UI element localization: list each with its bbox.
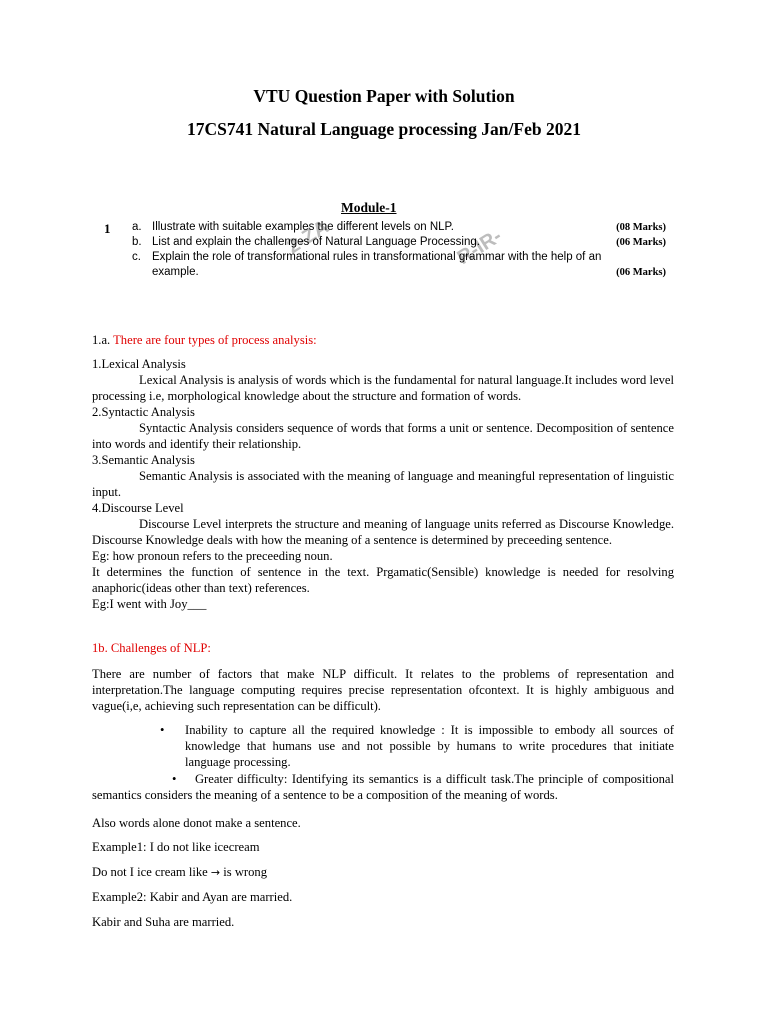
section-paragraph: It determines the function of sentence in the text. Prgamatic(Sensible) knowledge is needed for resolving anaphoric(ideas other than text) references. — [92, 565, 674, 595]
bullet-text: Inability to capture all the required knowledge : It is impossible to embody all sources of knowledge that humans use and not possible by humans to write procedures that initiate language processing. — [185, 723, 674, 769]
section-heading: 2.Syntactic Analysis — [92, 405, 195, 419]
question-marks: (06 Marks) — [616, 267, 666, 278]
document-title: VTU Question Paper with Solution — [253, 86, 515, 106]
section-heading: 3.Semantic Analysis — [92, 453, 195, 467]
answer-1b-intro: There are number of factors that make NLP difficult. It relates to the problems of representation and interpretation.The language computing requires precise representation ofcontext. It is highly ambiguous and vague(i,e, achieving such representation can be difficult). — [92, 667, 674, 713]
answer-1a-heading — [92, 332, 674, 348]
watermark-mark: R-IR- — [453, 225, 506, 270]
question-letter: c. — [132, 251, 141, 263]
question-scan — [96, 196, 672, 296]
section-paragraph: Syntactic Analysis considers sequence of words that forms a unit or sentence. Decomposition of sentence into words and identify their relationship. — [92, 421, 674, 451]
text-line: Example2: Kabir and Ayan are married. — [92, 890, 293, 904]
question-text: Explain the role of transformational rules in transformational grammar with the help of an — [152, 251, 602, 263]
text-line — [92, 864, 674, 881]
bullet-icon: • — [172, 772, 177, 786]
question-marks: (08 Marks) — [616, 222, 666, 233]
bullet-item — [160, 722, 674, 770]
example-text: Do not I ice cream like — [92, 865, 208, 879]
example-line: Eg:I went with Joy___ — [92, 597, 207, 611]
section-paragraph: Semantic Analysis is associated with the meaning of language and meaningful representation of linguistic input. — [92, 469, 674, 499]
example-line: Eg: how pronoun refers to the preceeding noun. — [92, 549, 333, 563]
watermark-mark: 2-ZA — [283, 215, 333, 259]
question-number: 1 — [104, 221, 111, 236]
question-text: List and explain the challenges of Natural Language Processing. — [152, 236, 480, 248]
section-heading: 4.Discourse Level — [92, 501, 184, 515]
question-text: example. — [152, 266, 199, 278]
section-paragraph: Discourse Level interprets the structure and meaning of language units referred as Discourse Knowledge. Discourse Knowledge deals with how the meaning of a sentence is determined by preceeding sentence. — [92, 517, 674, 547]
question-text: Illustrate with suitable examples the different levels on NLP. — [152, 221, 454, 233]
bullet-text: Greater difficulty: Identifying its semantics is a difficult task.The principle of compositional semantics considers the meaning of a sentence to be a composition of the meaning of words. — [92, 772, 674, 802]
answer-1a-body — [92, 356, 674, 612]
text-line: Also words alone donot make a sentence. — [92, 816, 301, 830]
bullet-icon: • — [160, 723, 165, 737]
answer-prefix: 1.a. — [92, 333, 111, 347]
document-subtitle: 17CS741 Natural Language processing Jan/Feb 2021 — [187, 119, 581, 139]
module-heading: Module-1 — [341, 200, 397, 215]
text-line: Example1: I do not like icecream — [92, 840, 260, 854]
text-line: Kabir and Suha are married. — [92, 915, 235, 929]
question-marks: (06 Marks) — [616, 237, 666, 248]
right-arrow-icon: → — [210, 866, 221, 879]
question-letter: a. — [132, 221, 142, 233]
bullet-item — [92, 771, 674, 803]
section-heading: 1.Lexical Analysis — [92, 357, 186, 371]
answer-heading: There are four types of process analysis: — [113, 333, 317, 347]
example-text: is wrong — [223, 865, 268, 879]
section-paragraph: Lexical Analysis is analysis of words which is the fundamental for natural language.It includes word level processing i.e, morphological knowledge about the structure and formation of words. — [92, 373, 674, 403]
question-letter: b. — [132, 236, 142, 248]
answer-1b-heading: 1b. Challenges of NLP: — [92, 641, 211, 655]
